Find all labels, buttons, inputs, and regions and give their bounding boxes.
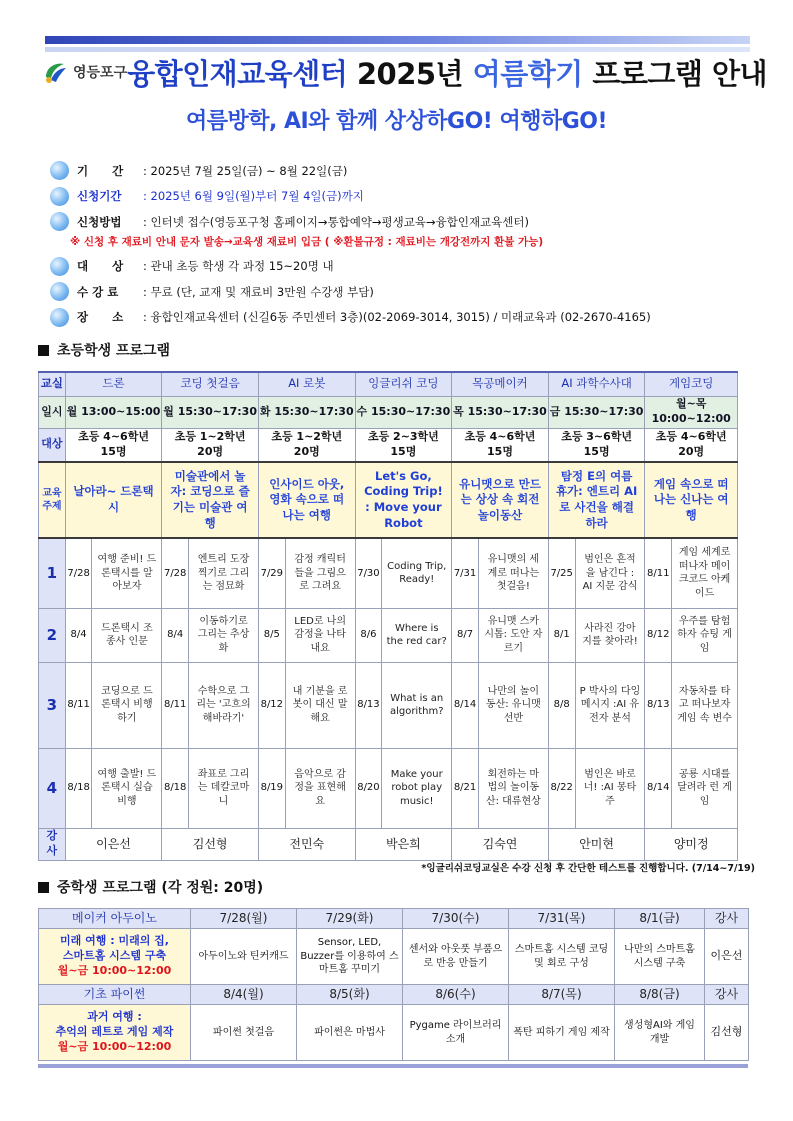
session-topic: P 박사의 다잉 메시지 :AI 유전자 분석: [575, 662, 645, 748]
session-date: 8/22: [548, 748, 575, 828]
session-number: 3: [39, 662, 66, 748]
info-value: : 인터넷 접수(영등포구청 홈페이지→통합예약→평생교육→융합인재교육센터): [143, 214, 529, 229]
teacher-name: 김선형: [705, 1005, 749, 1061]
class-theme: 게임 속으로 떠나는 신나는 여행: [645, 462, 738, 538]
session-date: 8/6: [355, 608, 382, 662]
row-label: 일시: [39, 396, 66, 428]
target-grade: 초등 4~6학년: [78, 429, 149, 443]
logo: [42, 59, 127, 85]
session-date: 8/14: [645, 748, 672, 828]
session-row: [39, 608, 738, 662]
title-year: 2025년: [356, 56, 464, 91]
session-topic: 자동차를 타고 떠나보자 게임 속 변수: [672, 662, 738, 748]
session-topic: Coding Trip, Ready!: [382, 538, 452, 608]
info-fee: [50, 281, 750, 302]
class-theme: Let's Go, Coding Trip! : Move your Robot: [355, 462, 452, 538]
square-bullet-icon: [38, 345, 49, 356]
info-apply: [50, 186, 750, 207]
session-topic: 공룡 시대를 달려라 런 게임: [672, 748, 738, 828]
session-topic: 게임 세계로 떠나자 메이크코드 아케이드: [672, 538, 738, 608]
class-target: [162, 428, 259, 462]
course-date: 8/4(월): [191, 985, 297, 1005]
session-row: [39, 662, 738, 748]
session-topic: 드론택시 조종사 인문: [92, 608, 162, 662]
teacher-name: 전민숙: [258, 828, 355, 860]
info-target: [50, 256, 750, 277]
bottom-decor-bar: [38, 1064, 748, 1068]
target-grade: 초등 3~6학년: [561, 429, 633, 443]
info-value: : 융합인재교육센터 (신길6동 주민센터 3층)(02-2069-3014, 3015) / 미래교육과 (02-2670-4165): [143, 310, 651, 324]
target-count: 15명: [390, 444, 417, 458]
logo-icon: [42, 59, 68, 85]
top-bar-dark: [45, 36, 750, 44]
course-detail-row: [39, 1005, 749, 1061]
session-date: 8/13: [355, 662, 382, 748]
class-name: 목공메이커: [452, 372, 549, 396]
course-date: 8/5(화): [297, 985, 403, 1005]
course-desc-line: 미래 여행 : 미래의 집,: [60, 934, 169, 948]
bullet-icon: [50, 187, 69, 206]
class-name: 게임코딩: [645, 372, 738, 396]
course-date: 7/28(월): [191, 909, 297, 929]
row-label: 강 사: [39, 828, 66, 860]
teacher-name: 이은선: [65, 828, 162, 860]
row-label: 교육 주제: [39, 462, 66, 538]
class-time: 월 13:00~15:00: [65, 396, 162, 428]
class-theme: 날아라~ 드론택시: [65, 462, 162, 538]
session-date: 8/11: [645, 538, 672, 608]
teacher-name: 김선형: [162, 828, 259, 860]
bullet-icon: [50, 212, 69, 231]
session-topic: 음악으로 감정을 표현해요: [285, 748, 355, 828]
class-target: [548, 428, 645, 462]
session-number: 4: [39, 748, 66, 828]
class-theme: 미술관에서 놀자: 코딩으로 즐기는 미술관 여행: [162, 462, 259, 538]
class-time: 월~목 10:00~12:00: [645, 396, 738, 428]
class-time: 화 15:30~17:30: [258, 396, 355, 428]
teacher-name: 양미정: [645, 828, 738, 860]
session-topic: Make your robot play music!: [382, 748, 452, 828]
session-date: 8/11: [162, 662, 189, 748]
course-name: 메이커 아두이노: [39, 909, 191, 929]
class-name: 잉글리쉬 코딩: [355, 372, 452, 396]
session-topic: 범인은 흔적을 남긴다 : AI 지문 감식: [575, 538, 645, 608]
session-topic: 회전하는 마법의 놀이동산: 대류현상: [478, 748, 548, 828]
course-topic: 나만의 스마트홈 시스템 구축: [615, 929, 705, 985]
bullet-icon: [50, 257, 69, 276]
target-count: 20명: [293, 444, 320, 458]
bullet-icon: [50, 282, 69, 301]
session-date: 8/14: [452, 662, 479, 748]
session-date: 8/5: [258, 608, 285, 662]
session-date: 8/1: [548, 608, 575, 662]
info-method: [50, 211, 750, 232]
course-topic: 아두이노와 틴커캐드: [191, 929, 297, 985]
row-label: 대상: [39, 428, 66, 462]
course-date: 7/30(수): [403, 909, 509, 929]
class-target: [452, 428, 549, 462]
target-grade: 초등 2~3학년: [367, 429, 439, 443]
logo-text: 영등포구: [73, 65, 128, 81]
session-topic: 내 기분을 로봇이 대신 말해요: [285, 662, 355, 748]
course-topic: 스마트홈 시스템 코딩 및 회로 구성: [509, 929, 615, 985]
class-theme: 유니맷으로 만드는 상상 속 회전 놀이동산: [452, 462, 549, 538]
session-date: 8/21: [452, 748, 479, 828]
teacher-name: 박은희: [355, 828, 452, 860]
class-target: [645, 428, 738, 462]
session-topic: 사라진 강아지를 찾아라!: [575, 608, 645, 662]
session-date: 8/7: [452, 608, 479, 662]
target-grade: 초등 1~2학년: [271, 429, 343, 443]
session-number: 2: [39, 608, 66, 662]
theme-row: [39, 462, 738, 538]
info-value: : 2025년 7월 25일(금) ~ 8월 22일(금): [143, 163, 348, 178]
session-date: 7/28: [65, 538, 92, 608]
target-grade: 초등 4~6학년: [464, 429, 536, 443]
info-label: 장 소: [77, 310, 124, 324]
class-name: 드론: [65, 372, 162, 396]
session-topic: LED로 나의 감정을 나타내요: [285, 608, 355, 662]
class-target: [258, 428, 355, 462]
page-header: [42, 52, 768, 92]
session-date: 8/18: [65, 748, 92, 828]
info-period: [50, 160, 750, 181]
teacher-name: 김숙연: [452, 828, 549, 860]
course-date: 8/1(금): [615, 909, 705, 929]
section-elementary-heading: [38, 340, 170, 360]
info-label: 수 강 료: [77, 284, 119, 299]
course-date: 7/31(목): [509, 909, 615, 929]
session-number: 1: [39, 538, 66, 608]
course-topic: 파이썬은 마법사: [297, 1005, 403, 1061]
class-time: 월 15:30~17:30: [162, 396, 259, 428]
info-label: 대 상: [77, 259, 124, 273]
target-count: 15명: [487, 444, 513, 458]
class-target: [65, 428, 162, 462]
course-desc-time: 월~금 10:00~12:00: [57, 1039, 172, 1053]
target-grade: 초등 4~6학년: [655, 429, 727, 443]
session-topic: 범인은 바로 너! :AI 몽타주: [575, 748, 645, 828]
info-label: 신청방법: [77, 214, 122, 229]
session-date: 8/11: [65, 662, 92, 748]
title-center: 융합인재교육센터: [127, 56, 348, 91]
session-topic: 감정 캐릭터들을 그림으로 그려요: [285, 538, 355, 608]
bullet-icon: [50, 161, 69, 180]
info-value: : 관내 초등 학생 각 과정 15~20명 내: [143, 259, 334, 273]
session-date: 8/8: [548, 662, 575, 748]
course-topic: 폭탄 피하기 게임 제작: [509, 1005, 615, 1061]
course-topic: 센서와 아웃풋 부품으로 반응 만들기: [403, 929, 509, 985]
session-topic: 엔트리 도장찍기로 그리는 점묘화: [189, 538, 259, 608]
session-topic: 이동하기로 그리는 추상화: [189, 608, 259, 662]
session-date: 7/30: [355, 538, 382, 608]
session-date: 8/12: [645, 608, 672, 662]
middle-program-table: [38, 908, 749, 1061]
info-place: [50, 307, 750, 328]
section-title: 초등학생 프로그램: [57, 343, 171, 359]
course-topic: Pygame 라이브러리 소개: [403, 1005, 509, 1061]
session-date: 8/18: [162, 748, 189, 828]
teacher-name: 이은선: [705, 929, 749, 985]
class-name: AI 로봇: [258, 372, 355, 396]
info-value: : 무료 (단, 교재 및 재료비 3만원 수강생 부담): [143, 284, 374, 299]
section-middle-heading: [38, 877, 263, 897]
session-topic: 여행 준비! 드론택시를 알아보자: [92, 538, 162, 608]
session-topic: Where is the red car?: [382, 608, 452, 662]
course-header-row: [39, 985, 749, 1005]
class-name: AI 과학수사대: [548, 372, 645, 396]
elementary-footnote: *잉글리쉬코딩교실은 수강 신청 후 간단한 테스트를 진행합니다. (7/14~7/19): [421, 863, 755, 874]
course-desc-line: 스마트홈 시스템 구축: [62, 949, 167, 963]
class-target: [355, 428, 452, 462]
course-date: 7/29(화): [297, 909, 403, 929]
session-date: 8/4: [162, 608, 189, 662]
session-row: [39, 538, 738, 608]
class-name: 코딩 첫걸음: [162, 372, 259, 396]
title-season: 여름학기: [472, 56, 583, 91]
session-date: 7/29: [258, 538, 285, 608]
target-count: 20명: [197, 444, 224, 458]
session-topic: 여행 출발! 드론택시 실습 비행: [92, 748, 162, 828]
session-date: 8/20: [355, 748, 382, 828]
course-desc-time: 월~금 10:00~12:00: [57, 963, 172, 977]
column-label: 교실: [39, 372, 66, 396]
target-count: 15명: [100, 444, 127, 458]
session-topic: 코딩으로 드론택시 비행하기: [92, 662, 162, 748]
square-bullet-icon: [38, 882, 49, 893]
course-desc-line: 과거 여행 :: [87, 1010, 142, 1024]
course-desc-line: 추억의 레트로 게임 제작: [55, 1025, 174, 1039]
course-topic: 생성형AI와 게임 개발: [615, 1005, 705, 1061]
session-date: 7/25: [548, 538, 575, 608]
target-grade: 초등 1~2학년: [174, 429, 246, 443]
course-date: 8/7(목): [509, 985, 615, 1005]
session-topic: 우주를 탐험하자 슈팅 게임: [672, 608, 738, 662]
top-decor-bars: [45, 36, 750, 52]
class-header-row: [39, 372, 738, 396]
teacher-label: 강사: [705, 985, 749, 1005]
page-subtitle: 여름방학, AI와 함께 상상하GO! 여행하GO!: [185, 109, 608, 134]
course-topic: Sensor, LED, Buzzer를 이용하여 스마트홈 꾸미기: [297, 929, 403, 985]
info-method-note: ※ 신청 후 재료비 안내 문자 발송→교육생 재료비 입금 ( ※환불규정 : 재료비는 개강전까지 환불 가능): [70, 235, 544, 248]
session-date: 8/13: [645, 662, 672, 748]
session-topic: 유니맷 스카시톱: 도안 자르기: [478, 608, 548, 662]
title-program: 프로그램 안내: [592, 56, 768, 91]
info-list: [50, 160, 750, 332]
section-title: 중학생 프로그램 (각 정원: 20명): [57, 880, 264, 896]
course-date: 8/6(수): [403, 985, 509, 1005]
course-topic: 파이썬 첫걸음: [191, 1005, 297, 1061]
session-topic: 나만의 놀이동산: 유니맷 선반: [478, 662, 548, 748]
bullet-icon: [50, 308, 69, 327]
page-title: [127, 52, 767, 93]
session-row: [39, 748, 738, 828]
info-value: : 2025년 6월 9일(월)부터 7월 4일(금)까지: [143, 189, 364, 203]
target-count: 15명: [583, 444, 610, 458]
course-description: [39, 1005, 191, 1061]
session-date: 8/19: [258, 748, 285, 828]
schedule-row: [39, 396, 738, 428]
info-label: 기 간: [77, 163, 124, 178]
class-theme: 탐정 E의 여름 휴가: 엔트리 AI로 사건을 해결하라: [548, 462, 645, 538]
session-date: 7/31: [452, 538, 479, 608]
session-topic: 수학으로 그리는 '고흐의 해바라기': [189, 662, 259, 748]
class-time: 목 15:30~17:30: [452, 396, 549, 428]
session-date: 8/4: [65, 608, 92, 662]
course-date: 8/8(금): [615, 985, 705, 1005]
session-topic: What is an algorithm?: [382, 662, 452, 748]
course-name: 기초 파이썬: [39, 985, 191, 1005]
target-count: 20명: [678, 444, 705, 458]
info-label: 신청기간: [77, 189, 122, 203]
course-description: [39, 929, 191, 985]
class-time: 수 15:30~17:30: [355, 396, 452, 428]
elementary-program-table: [38, 371, 738, 861]
class-theme: 인사이드 아웃, 영화 속으로 떠나는 여행: [258, 462, 355, 538]
target-row: [39, 428, 738, 462]
class-time: 금 15:30~17:30: [548, 396, 645, 428]
teacher-row: [39, 828, 738, 860]
session-topic: 좌표로 그리는 데칼코마니: [189, 748, 259, 828]
teacher-label: 강사: [705, 909, 749, 929]
session-date: 8/12: [258, 662, 285, 748]
teacher-name: 안미현: [548, 828, 645, 860]
session-date: 7/28: [162, 538, 189, 608]
session-topic: 유니맷의 세계로 떠나는 첫걸음!: [478, 538, 548, 608]
course-detail-row: [39, 929, 749, 985]
course-header-row: [39, 909, 749, 929]
